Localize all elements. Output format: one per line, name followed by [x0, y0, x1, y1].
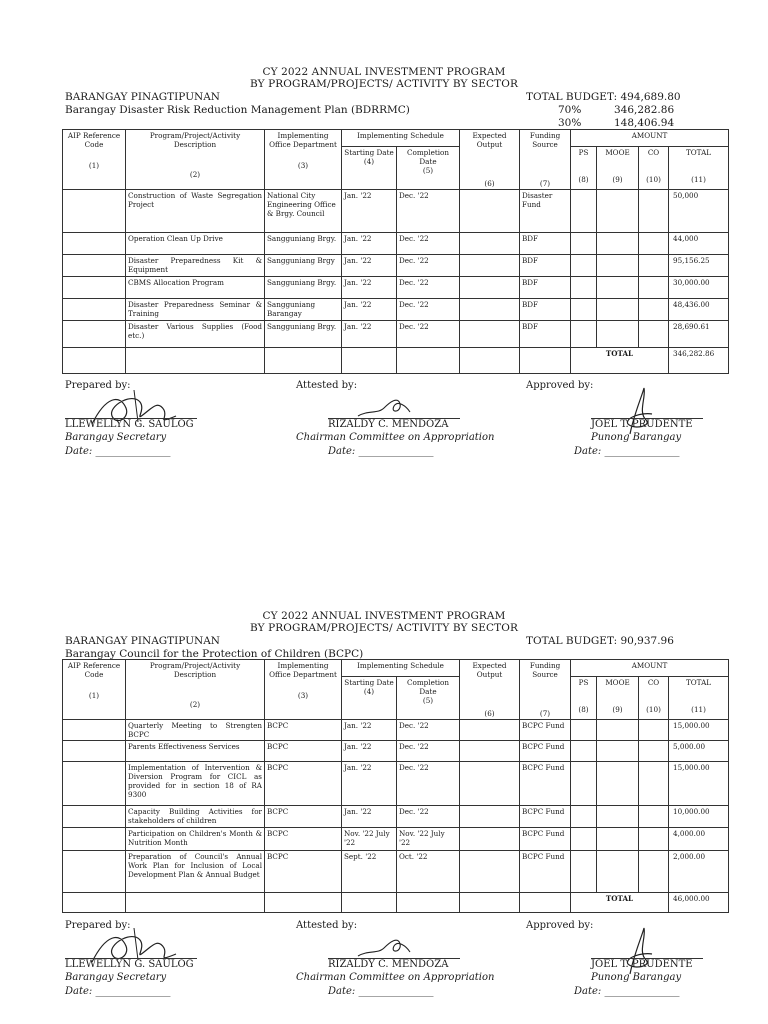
prepared-name: LLEWELLYN G. SAULOG — [65, 419, 194, 430]
table-row: Quarterly Meeting to Strengten BCPC BCPC Jan. '22 Dec. '22 BCPC Fund 15,000.00 — [63, 720, 729, 741]
table-row: Participation on Children's Month & Nutrition Month BCPC Nov. '22 July '22 Nov. '22 July '22 BCPC Fund 4,000.00 — [63, 828, 729, 851]
approved-name: JOEL T. PRUDENTE — [591, 419, 693, 430]
total-label: TOTAL — [571, 893, 669, 913]
col-aip-code: AIP Reference Code (1) — [63, 130, 126, 190]
attested-role: Chairman Committee on Appropriation — [296, 972, 495, 983]
table-row: Disaster Preparedness Seminar & Training Sangguniang Barangay Jan. '22 Dec. '22 BDF 48,436.00 — [63, 299, 729, 321]
table-row: Disaster Preparedness Kit & Equipment Sangguniang Brgy Jan. '22 Dec. '22 BDF 95,156.25 — [63, 255, 729, 277]
barangay-name: BARANGAY PINAGTIPUNAN — [65, 635, 220, 647]
approved-date: Date: _______________ — [574, 446, 680, 457]
table-row: Disaster Various Supplies (Food etc.) Sangguniang Brgy. Jan. '22 Dec. '22 BDF 28,690.61 — [63, 321, 729, 348]
budget-pct: 30% — [558, 117, 582, 129]
col-co: CO (10) — [639, 146, 669, 189]
program-title: CY 2022 ANNUAL INVESTMENT PROGRAM — [262, 66, 506, 78]
col-output: Expected Output (6) — [460, 130, 520, 190]
total-budget: TOTAL BUDGET: 90,937.96 — [526, 635, 674, 647]
attested-name: RIZALDY C. MENDOZA — [328, 959, 449, 970]
col-funding: Funding Source (7) — [520, 660, 571, 720]
program-title: CY 2022 ANNUAL INVESTMENT PROGRAM — [262, 610, 506, 622]
attested-by-label: Attested by: — [296, 380, 358, 391]
approved-name: JOEL T. PRUDENTE — [591, 959, 693, 970]
approved-role: Punong Barangay — [591, 432, 682, 443]
attested-date: Date: _______________ — [328, 986, 434, 997]
program-subtitle: BY PROGRAM/PROJECTS/ ACTIVITY BY SECTOR — [250, 622, 518, 634]
program-subtitle: BY PROGRAM/PROJECTS/ ACTIVITY BY SECTOR — [250, 78, 518, 90]
aip-table — [62, 129, 729, 374]
prepared-date: Date: _______________ — [65, 986, 171, 997]
col-mooe: MOOE (9) — [597, 146, 639, 189]
approved-role: Punong Barangay — [591, 972, 682, 983]
col-office: Implementing Office Department (3) — [265, 130, 342, 190]
prepared-role: Barangay Secretary — [65, 972, 167, 983]
prepared-by-label: Prepared by: — [65, 920, 131, 931]
plan-title: Barangay Disaster Risk Reduction Management Plan (BDRRMC) — [65, 104, 410, 116]
col-aip-code: AIP Reference Code (1) — [63, 660, 126, 720]
prepared-by-label: Prepared by: — [65, 380, 131, 391]
total-row — [63, 893, 729, 913]
col-schedule: Implementing Schedule — [342, 660, 460, 677]
col-start: Starting Date (4) — [342, 676, 397, 719]
col-co: CO (10) — [639, 676, 669, 719]
prepared-role: Barangay Secretary — [65, 432, 167, 443]
col-amount: AMOUNT — [571, 660, 729, 677]
approved-by-label: Approved by: — [526, 380, 594, 391]
approved-by-label: Approved by: — [526, 920, 594, 931]
attested-name: RIZALDY C. MENDOZA — [328, 419, 449, 430]
table-row: Preparation of Council's Annual Work Plan for Inclusion of Local Development Plan & Annual Budget BCPC Sept. '22 Oct. '22 BCPC Fund 2,000.00 — [63, 851, 729, 893]
table-row: Capacity Building Activities for stakeholders of children BCPC Jan. '22 Dec. '22 BCPC Fund 10,000.00 — [63, 806, 729, 828]
budget-pct: 70% — [558, 104, 582, 116]
total-value: 46,000.00 — [669, 893, 729, 913]
col-schedule: Implementing Schedule — [342, 130, 460, 147]
attested-date: Date: _______________ — [328, 446, 434, 457]
prepared-date: Date: _______________ — [65, 446, 171, 457]
aip-table — [62, 659, 729, 913]
budget-pct-amount: 148,406.94 — [614, 117, 675, 129]
col-total: TOTAL (11) — [669, 676, 729, 719]
attested-by-label: Attested by: — [296, 920, 358, 931]
col-funding: Funding Source (7) — [520, 130, 571, 190]
col-description: Program/Project/Activity Description (2) — [126, 660, 265, 720]
total-budget: TOTAL BUDGET: 494,689.80 — [526, 91, 681, 103]
col-description: Program/Project/Activity Description (2) — [126, 130, 265, 190]
plan-title: Barangay Council for the Protection of Children (BCPC) — [65, 648, 364, 660]
total-label: TOTAL — [571, 348, 669, 374]
table-row: Implementation of Intervention & Diversion Program for CICL as provided for in section 18 of RA 9300 BCPC Jan. '22 Dec. '22 BCPC Fund 15,000.00 — [63, 762, 729, 806]
total-row — [63, 348, 729, 374]
col-end: Completion Date (5) — [397, 676, 460, 719]
col-output: Expected Output (6) — [460, 660, 520, 720]
col-start: Starting Date (4) — [342, 146, 397, 189]
table-row: CBMS Allocation Program Sangguniang Brgy. Jan. '22 Dec. '22 BDF 30,000.00 — [63, 277, 729, 299]
col-total: TOTAL (11) — [669, 146, 729, 189]
prepared-name: LLEWELLYN G. SAULOG — [65, 959, 194, 970]
approved-date: Date: _______________ — [574, 986, 680, 997]
barangay-name: BARANGAY PINAGTIPUNAN — [65, 91, 220, 103]
budget-pct-amount: 346,282.86 — [614, 104, 675, 116]
col-end: Completion Date (5) — [397, 146, 460, 189]
col-mooe: MOOE (9) — [597, 676, 639, 719]
attested-role: Chairman Committee on Appropriation — [296, 432, 495, 443]
col-ps: PS (8) — [571, 146, 597, 189]
total-value: 346,282.86 — [669, 348, 729, 374]
col-office: Implementing Office Department (3) — [265, 660, 342, 720]
col-ps: PS (8) — [571, 676, 597, 719]
table-row: Construction of Waste Segregation Project National City Engineering Office & Brgy. Council Jan. '22 Dec. '22 Disaster Fund 50,000 — [63, 190, 729, 233]
table-row: Operation Clean Up Drive Sangguniang Brgy. Jan. '22 Dec. '22 BDF 44,000 — [63, 233, 729, 255]
table-row: Parents Effectiveness Services BCPC Jan. '22 Dec. '22 BCPC Fund 5,000.00 — [63, 741, 729, 762]
col-amount: AMOUNT — [571, 130, 729, 147]
